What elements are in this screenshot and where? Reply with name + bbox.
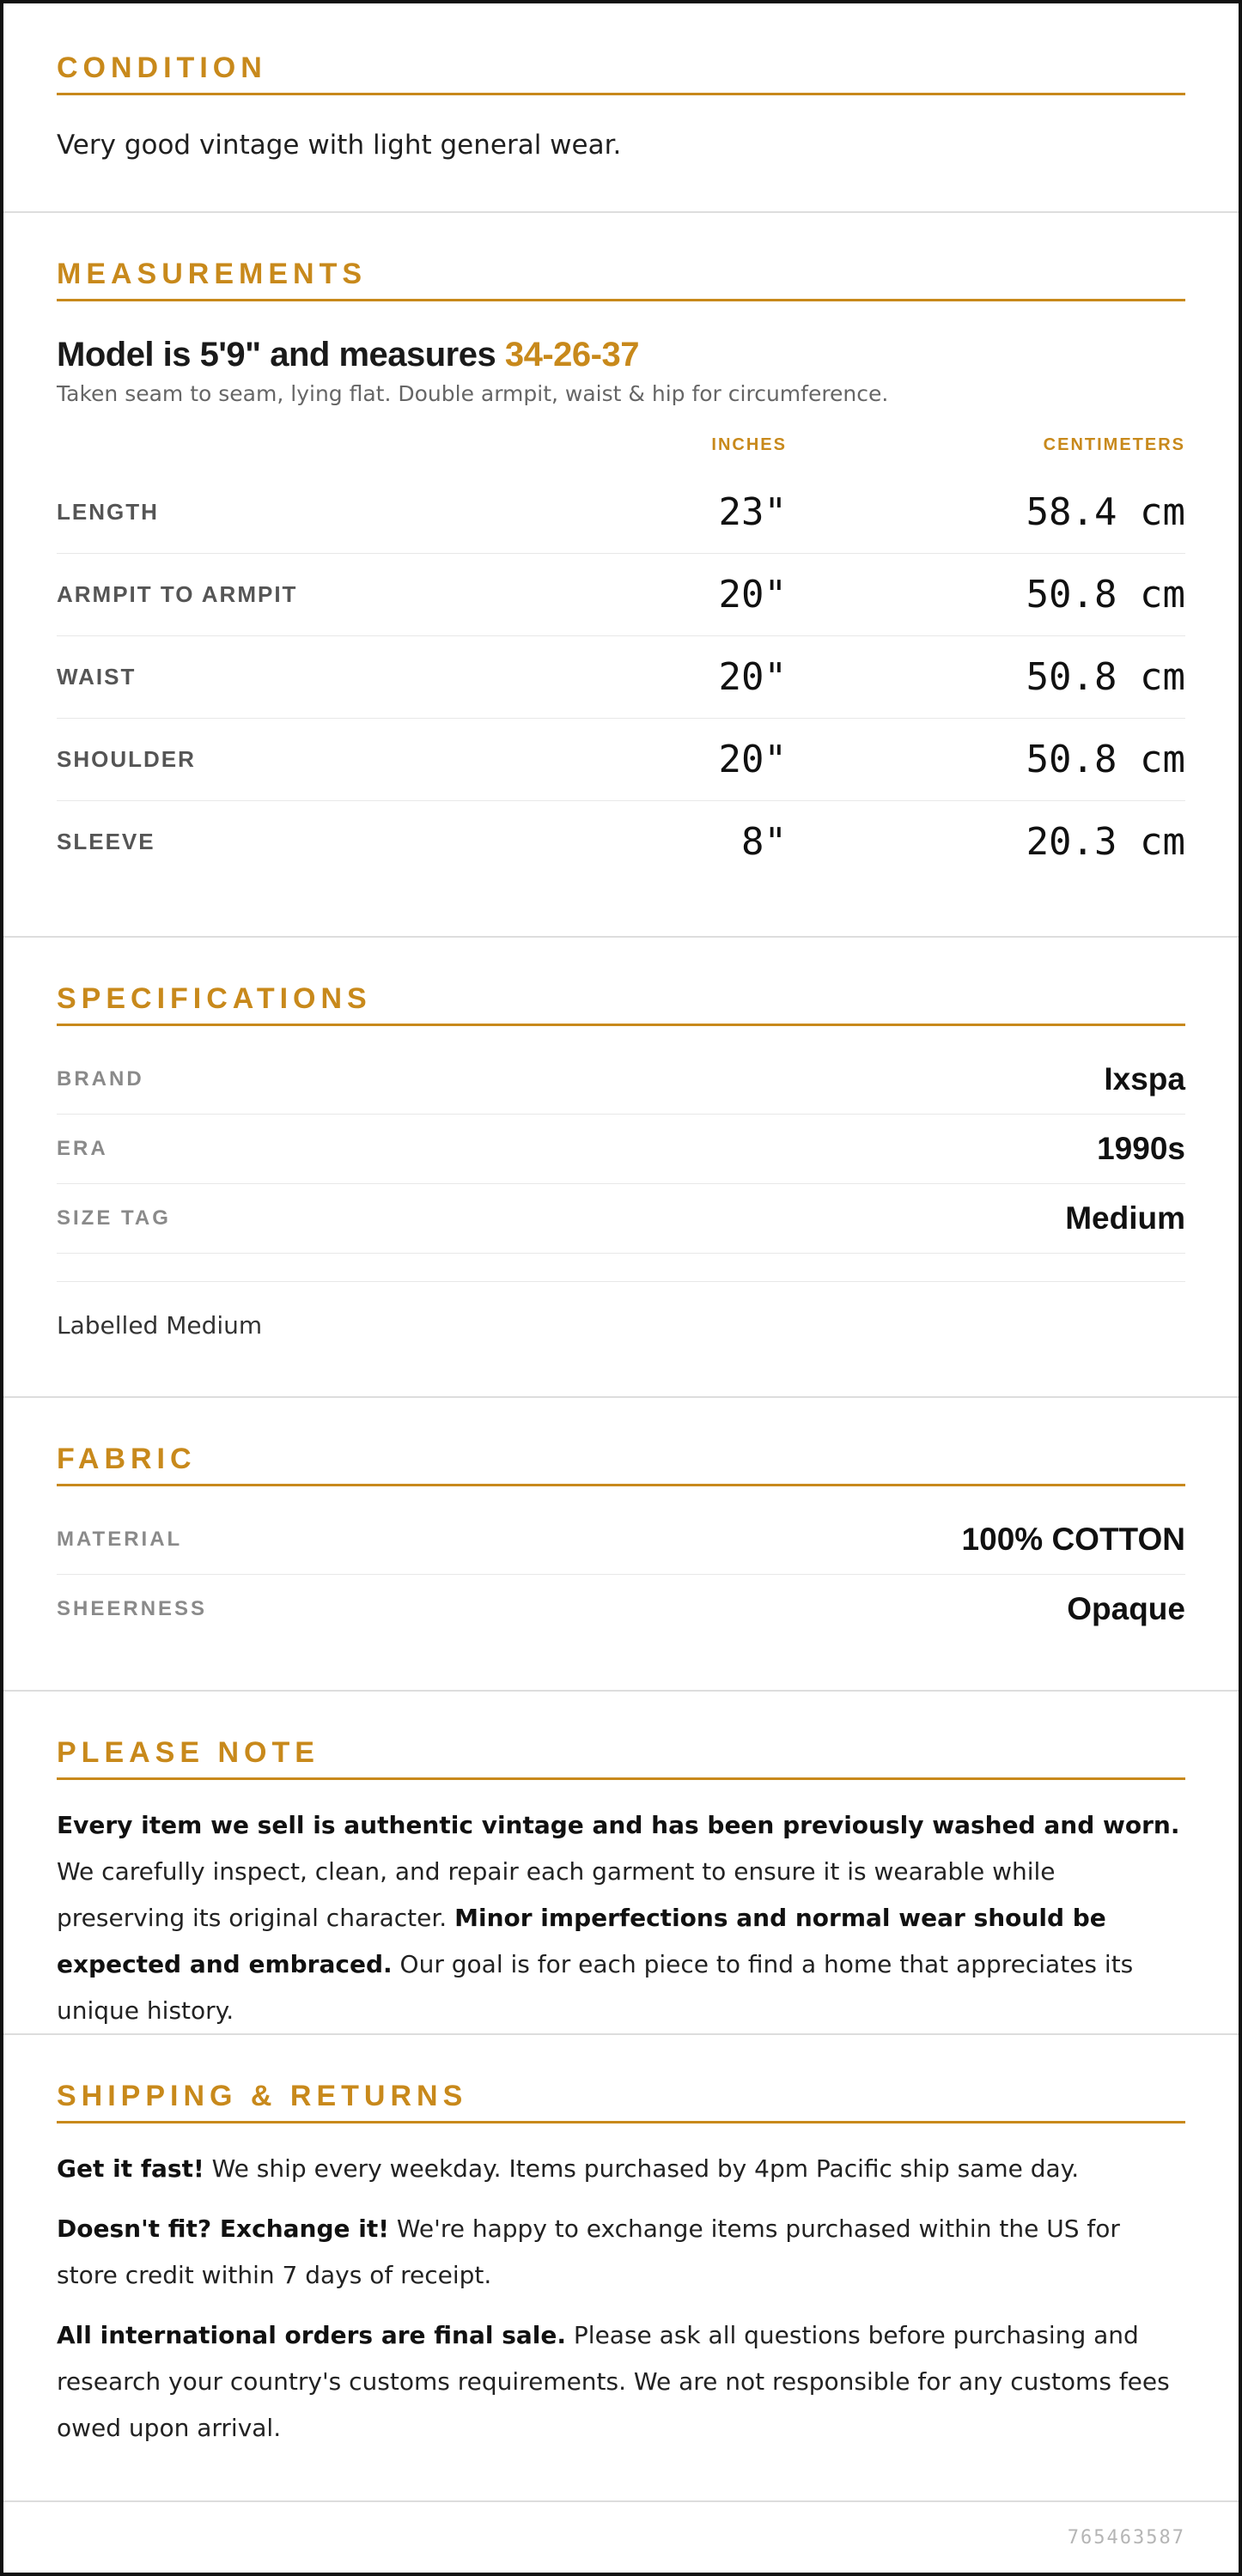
condition-heading: CONDITION	[57, 53, 1185, 95]
shipping-paragraph	[57, 2146, 1185, 2192]
list-item	[57, 1575, 1185, 1643]
sku-number: 765463587	[1067, 2526, 1185, 2549]
specifications-heading: SPECIFICATIONS	[57, 984, 1185, 1026]
measurement-cm: 50.8 cm	[1026, 738, 1185, 781]
measurement-inches: 8"	[741, 820, 787, 864]
table-row	[57, 801, 1185, 883]
table-row	[57, 719, 1185, 801]
shipping-text: Please ask all questions before purchasing and research your country's customs requirements. We are not responsible for any customs fees owed upon arrival.	[57, 2321, 1170, 2442]
list-item	[57, 1045, 1185, 1115]
table-row	[57, 636, 1185, 719]
centimeters-column-header: CENTIMETERS	[1043, 435, 1185, 454]
measurement-inches: 23"	[718, 490, 787, 534]
table-row	[57, 471, 1185, 554]
measurements-heading: MEASUREMENTS	[57, 259, 1185, 301]
please-note-section	[3, 1692, 1239, 2035]
spec-value: 1990s	[1097, 1131, 1185, 1166]
shipping-bold: All international orders are final sale.	[57, 2321, 567, 2349]
spec-label: BRAND	[57, 1067, 144, 1091]
measurement-label: SLEEVE	[57, 829, 155, 854]
list-item	[57, 1505, 1185, 1575]
list-item	[57, 1184, 1185, 1254]
shipping-heading: SHIPPING & RETURNS	[57, 2081, 1185, 2123]
measurement-inches: 20"	[718, 738, 787, 781]
please-note-heading: PLEASE NOTE	[57, 1738, 1185, 1780]
fabric-list	[57, 1505, 1185, 1643]
measurement-method-note: Taken seam to seam, lying flat. Double armpit, waist & hip for circumference.	[57, 381, 889, 406]
note-bold-1: Every item we sell is authentic vintage and has been previously washed and worn.	[57, 1811, 1180, 1839]
shipping-bold: Doesn't fit? Exchange it!	[57, 2215, 389, 2243]
note-bold-2: Minor imperfections and normal wear should be expected and embraced.	[57, 1904, 1106, 1978]
measurement-label: SHOULDER	[57, 746, 196, 772]
footer	[3, 2502, 1239, 2573]
fabric-heading: FABRIC	[57, 1444, 1185, 1486]
model-measurements-line	[57, 336, 1185, 374]
shipping-text: We're happy to exchange items purchased within the US for store credit within 7 days of receipt.	[57, 2215, 1120, 2289]
spec-value: Medium	[1065, 1200, 1185, 1236]
shipping-bold: Get it fast!	[57, 2154, 204, 2183]
measurement-inches: 20"	[718, 573, 787, 617]
spec-label: ERA	[57, 1137, 108, 1160]
inches-column-header: INCHES	[711, 435, 787, 454]
measurement-label: LENGTH	[57, 499, 159, 525]
fabric-section	[3, 1398, 1239, 1692]
condition-section	[3, 3, 1239, 213]
specifications-section	[3, 938, 1239, 1398]
shipping-paragraph	[57, 2312, 1185, 2451]
fabric-label: MATERIAL	[57, 1528, 183, 1551]
divider	[57, 1254, 1185, 1282]
fabric-value: 100% COTTON	[961, 1522, 1185, 1557]
model-measures-value: 34-26-37	[504, 336, 639, 374]
measurement-cm: 58.4 cm	[1026, 490, 1185, 534]
shipping-section	[3, 2035, 1239, 2502]
note-text-1: We carefully inspect, clean, and repair each garment to ensure it is wearable while preserving its original character.	[57, 1857, 1056, 1932]
spec-value: Ixspa	[1104, 1061, 1185, 1097]
please-note-text	[57, 1802, 1185, 2034]
fabric-label: SHEERNESS	[57, 1597, 208, 1620]
measurements-table	[57, 471, 1185, 883]
measurement-cm: 20.3 cm	[1026, 820, 1185, 864]
shipping-paragraph	[57, 2206, 1185, 2299]
measurement-label: WAIST	[57, 664, 137, 690]
specifications-list	[57, 1045, 1185, 1282]
shipping-paragraphs	[57, 2146, 1185, 2451]
model-prefix: Model is 5'9" and measures	[57, 336, 505, 374]
table-row	[57, 554, 1185, 636]
size-tag-note: Labelled Medium	[57, 1311, 263, 1340]
shipping-text: We ship every weekday. Items purchased by 4pm Pacific ship same day.	[204, 2154, 1080, 2183]
note-text-2: Our goal is for each piece to find a home that appreciates its unique history.	[57, 1950, 1134, 2025]
spec-label: SIZE TAG	[57, 1206, 171, 1230]
fabric-value: Opaque	[1067, 1591, 1185, 1626]
measurements-section	[3, 213, 1239, 938]
measurement-inches: 20"	[718, 655, 787, 699]
measurement-label: ARMPIT TO ARMPIT	[57, 581, 298, 607]
measurement-cm: 50.8 cm	[1026, 573, 1185, 617]
measurements-table-header	[57, 435, 1185, 461]
measurement-cm: 50.8 cm	[1026, 655, 1185, 699]
list-item	[57, 1115, 1185, 1184]
header-spacer	[57, 435, 417, 461]
condition-text: Very good vintage with light general wear.	[57, 130, 622, 161]
